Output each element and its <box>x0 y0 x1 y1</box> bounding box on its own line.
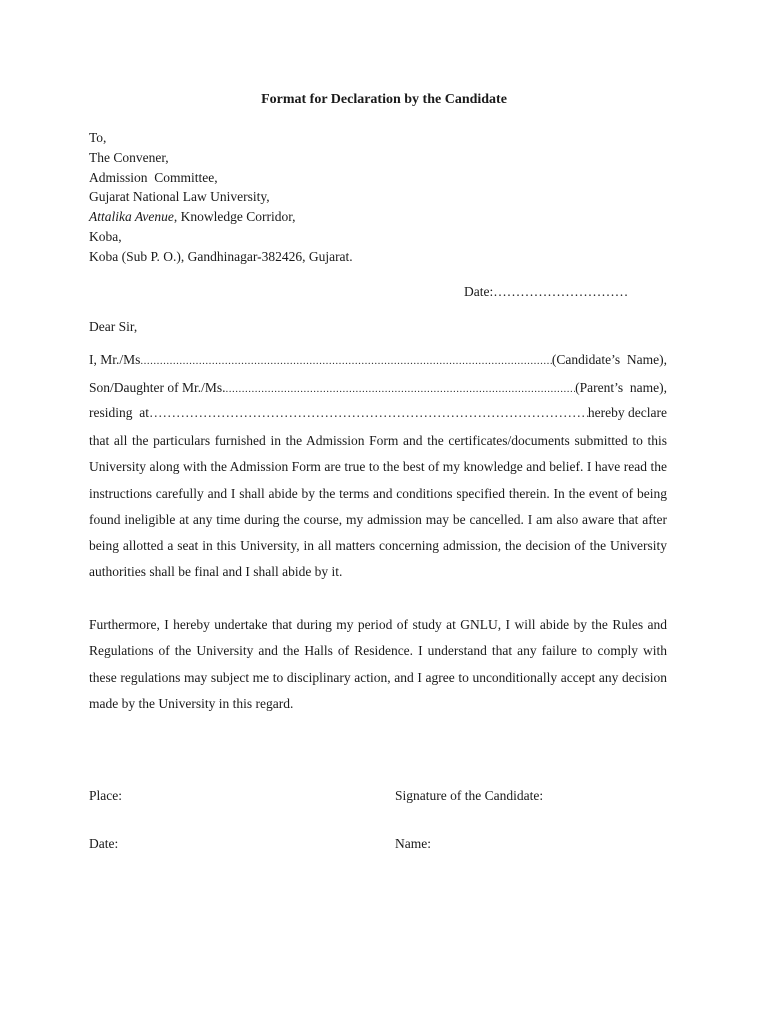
parent-name-line <box>89 380 667 396</box>
salutation: Dear Sir, <box>89 319 138 334</box>
address-to: To, <box>89 130 107 145</box>
candidate-name-suffix: (Candidate’s Name), <box>551 352 667 367</box>
parent-name-blank <box>226 383 576 395</box>
signature-label: Signature of the Candidate: <box>395 788 544 803</box>
parent-name-suffix: (Parent’s name), <box>575 380 667 395</box>
address-line-4-rest: , Knowledge Corridor, <box>173 209 296 225</box>
address-line-1: The Convener, <box>89 149 169 165</box>
residence-suffix: hereby declare <box>587 405 667 420</box>
declaration-paragraph-1: that all the particulars furnished in the Admission Form and the certificates/documents submitted to this University along with the Admission Form are true to the best of my knowledge and belief. I have read the instructions carefully and I shall abide by the terms and conditions specified therein. In the event of being found ineligible at any time during the course, my admission may be cancelled. I am also aware that after being allotted a seat in this University, in all matters concerning admission, the decision of the University authorities shall be final and I shall abide by it. <box>89 433 667 580</box>
document-title: Format for Declaration by the Candidate <box>261 92 507 107</box>
residence-line <box>89 405 667 421</box>
candidate-name-blank <box>140 355 552 367</box>
address-line-4 <box>89 207 353 227</box>
parent-name-prefix: Son/Daughter of Mr./Ms. <box>89 380 226 395</box>
address-street-name: Attalika Avenue <box>89 209 174 225</box>
address-line-5: Koba, <box>89 228 122 244</box>
date-field-top: Date:………………………… <box>464 284 629 299</box>
name-label: Name: <box>395 836 431 851</box>
address-line-2: Admission Committee, <box>89 169 218 185</box>
address-line-6: Koba (Sub P. O.), Gandhinagar-382426, Gujarat. <box>89 248 353 264</box>
declaration-paragraph-2: Furthermore, I hereby undertake that during my period of study at GNLU, I will abide by the Rules and Regulations of the University and the Halls of Residence. I understand that any failure to comply with these regulations may subject me to disciplinary action, and I agree to unconditionally accept any decision made by the University in this regard. <box>89 617 667 711</box>
place-label: Place: <box>89 788 122 803</box>
residence-prefix: residing at <box>89 405 149 420</box>
address-line-3: Gujarat National Law University, <box>89 189 270 205</box>
recipient-address <box>89 128 353 267</box>
date-label-bottom: Date: <box>89 836 119 851</box>
candidate-name-prefix: I, Mr./Ms <box>89 352 141 367</box>
candidate-name-line <box>89 352 667 368</box>
residence-blank <box>149 405 588 421</box>
